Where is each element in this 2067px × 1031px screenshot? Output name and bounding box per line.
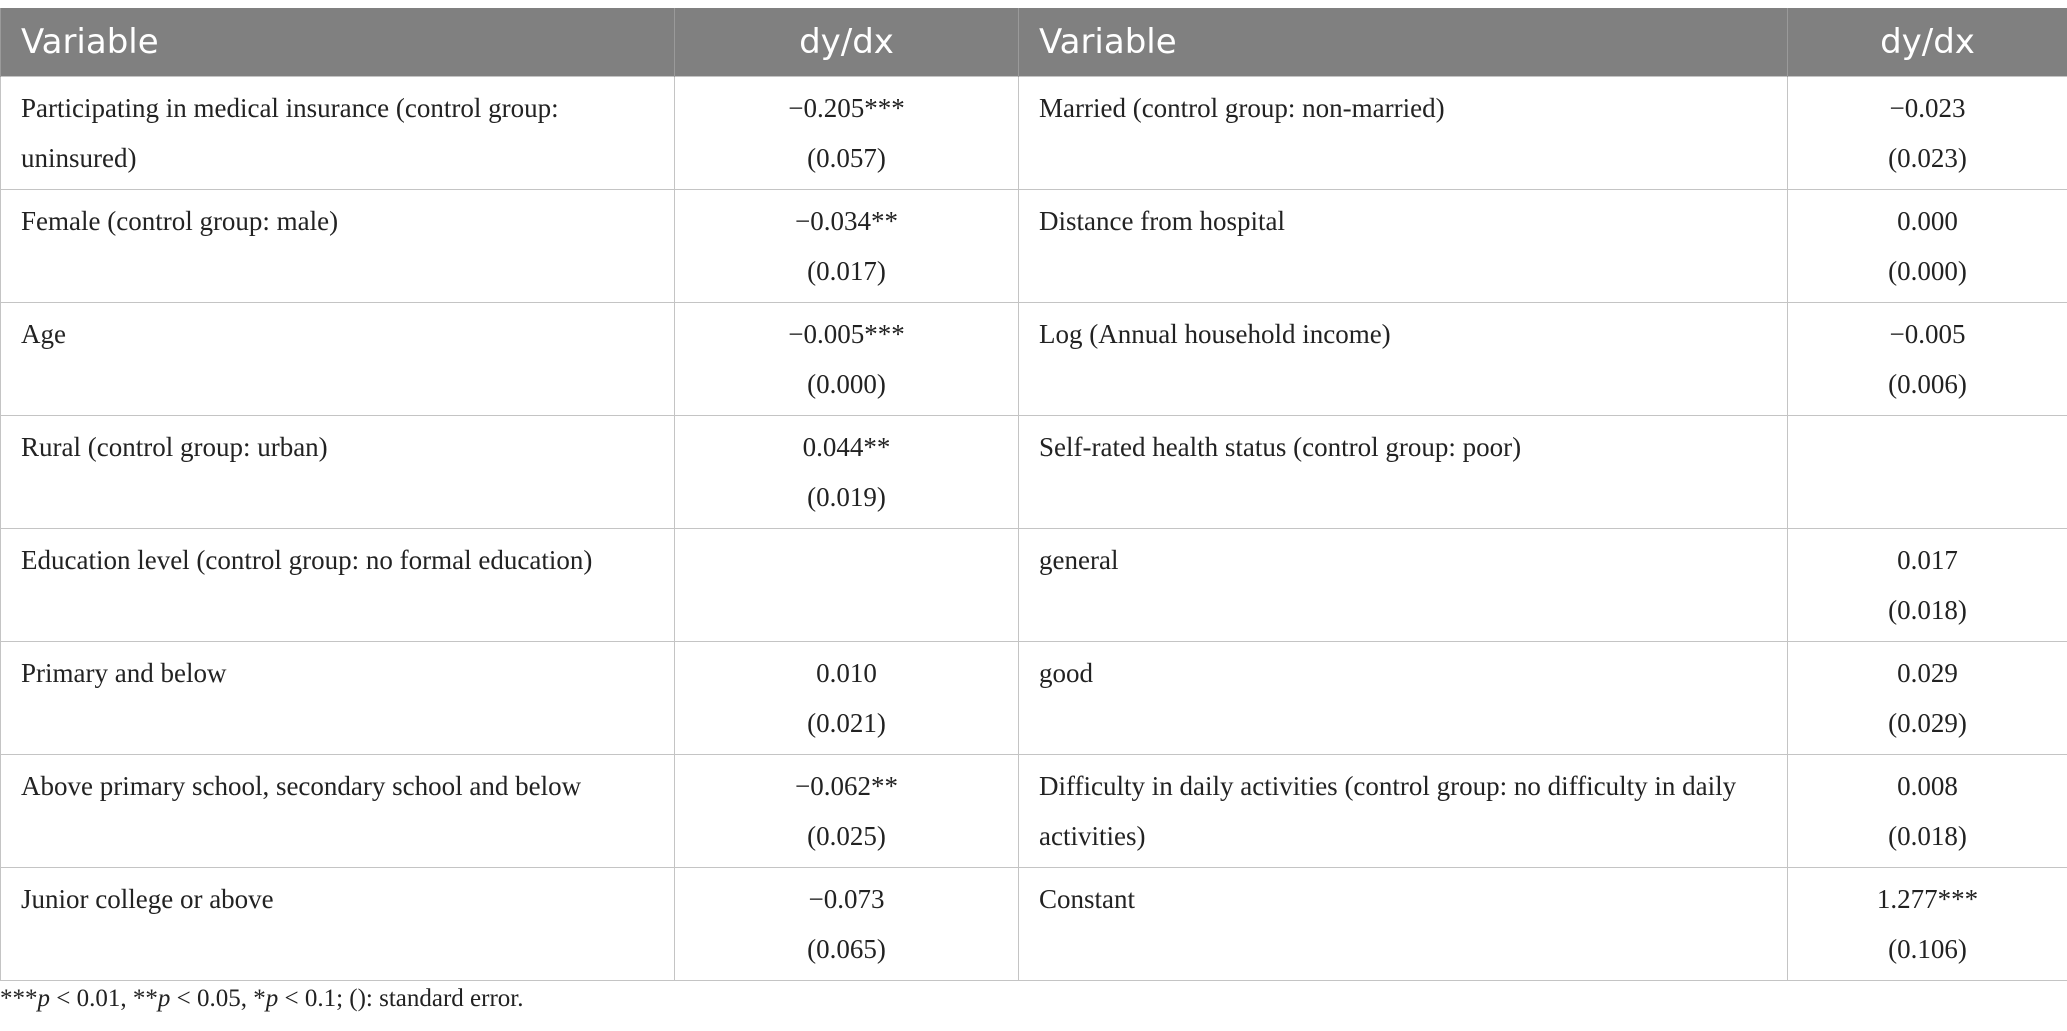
right-dydx-cell: [1788, 190, 2067, 303]
header-dydx-right: dy/dx: [1788, 8, 2067, 77]
table-row: [1, 642, 2067, 755]
right-dydx-cell: [1788, 77, 2067, 190]
regression-table-container: [0, 8, 2067, 981]
table-body: [1, 77, 2067, 981]
left-standard-error: (0.021): [807, 708, 886, 738]
right-variable-cell: Constant: [1019, 868, 1788, 981]
table-row: [1, 303, 2067, 416]
right-variable-cell: general: [1019, 529, 1788, 642]
right-coefficient: −0.023: [1889, 93, 1966, 123]
right-standard-error: (0.000): [1888, 256, 1967, 286]
footnote-p-1: p: [37, 985, 50, 1012]
footnote-stars-1: ***: [0, 985, 38, 1012]
left-standard-error: (0.017): [807, 256, 886, 286]
left-variable-cell: Above primary school, secondary school and below: [1, 755, 675, 868]
right-dydx-cell: [1788, 529, 2067, 642]
left-dydx-cell: [675, 868, 1019, 981]
right-coefficient: 0.008: [1897, 771, 1958, 801]
left-coefficient: 0.044**: [802, 432, 891, 462]
marginal-effects-table: [0, 8, 2067, 981]
left-coefficient: −0.205***: [788, 93, 905, 123]
left-coefficient: −0.073: [808, 884, 885, 914]
header-variable-left: Variable: [1, 8, 675, 77]
right-standard-error: (0.018): [1888, 821, 1967, 851]
right-coefficient: 1.277***: [1876, 884, 1979, 914]
right-standard-error: (0.018): [1888, 595, 1967, 625]
left-standard-error: (0.065): [807, 934, 886, 964]
left-variable-cell: Age: [1, 303, 675, 416]
footnote-text-1: < 0.01, **: [50, 985, 158, 1012]
table-row: [1, 868, 2067, 981]
left-coefficient: −0.005***: [788, 319, 905, 349]
left-dydx-cell: [675, 529, 1019, 642]
right-standard-error: (0.023): [1888, 143, 1967, 173]
left-coefficient: −0.062**: [795, 771, 898, 801]
footnote-text-3: < 0.1; (): standard error.: [278, 985, 524, 1012]
right-coefficient: −0.005: [1889, 319, 1966, 349]
left-standard-error: (0.000): [807, 369, 886, 399]
right-dydx-cell: [1788, 303, 2067, 416]
table-row: [1, 529, 2067, 642]
left-dydx-cell: [675, 303, 1019, 416]
right-variable-cell: good: [1019, 642, 1788, 755]
right-standard-error: (0.006): [1888, 369, 1967, 399]
left-variable-cell: Junior college or above: [1, 868, 675, 981]
footnote-p-3: p: [265, 985, 279, 1012]
table-row: [1, 77, 2067, 190]
left-dydx-cell: [675, 77, 1019, 190]
footnote-p-2: p: [157, 985, 171, 1012]
right-coefficient: 0.029: [1897, 658, 1958, 688]
right-dydx-cell: [1788, 642, 2067, 755]
right-dydx-cell: [1788, 416, 2067, 529]
left-variable-cell: Primary and below: [1, 642, 675, 755]
right-variable-cell: Self-rated health status (control group: poor): [1019, 416, 1788, 529]
table-row: [1, 755, 2067, 868]
footnote-text-2: < 0.05, *: [170, 985, 266, 1012]
left-coefficient: 0.010: [816, 658, 877, 688]
right-coefficient: 0.017: [1897, 545, 1958, 575]
left-variable-cell: Education level (control group: no formal education): [1, 529, 675, 642]
header-variable-right: Variable: [1019, 8, 1788, 77]
left-variable-cell: Rural (control group: urban): [1, 416, 675, 529]
right-variable-cell: Married (control group: non-married): [1019, 77, 1788, 190]
table-header: [1, 8, 2067, 77]
header-row: [1, 8, 2067, 77]
right-variable-cell: Distance from hospital: [1019, 190, 1788, 303]
left-dydx-cell: [675, 190, 1019, 303]
right-variable-cell: Log (Annual household income): [1019, 303, 1788, 416]
table-footnote: [0, 985, 524, 1013]
left-variable-cell: Female (control group: male): [1, 190, 675, 303]
left-coefficient: −0.034**: [795, 206, 898, 236]
right-dydx-cell: [1788, 868, 2067, 981]
left-dydx-cell: [675, 416, 1019, 529]
right-variable-cell: Difficulty in daily activities (control group: no difficulty in daily activities): [1019, 755, 1788, 868]
right-coefficient: 0.000: [1897, 206, 1958, 236]
table-row: [1, 416, 2067, 529]
left-standard-error: (0.025): [807, 821, 886, 851]
left-dydx-cell: [675, 755, 1019, 868]
left-dydx-cell: [675, 642, 1019, 755]
left-standard-error: (0.057): [807, 143, 886, 173]
right-standard-error: (0.106): [1888, 934, 1967, 964]
left-standard-error: (0.019): [807, 482, 886, 512]
right-dydx-cell: [1788, 755, 2067, 868]
left-variable-cell: Participating in medical insurance (control group: uninsured): [1, 77, 675, 190]
header-dydx-left: dy/dx: [675, 8, 1019, 77]
table-row: [1, 190, 2067, 303]
right-standard-error: (0.029): [1888, 708, 1967, 738]
